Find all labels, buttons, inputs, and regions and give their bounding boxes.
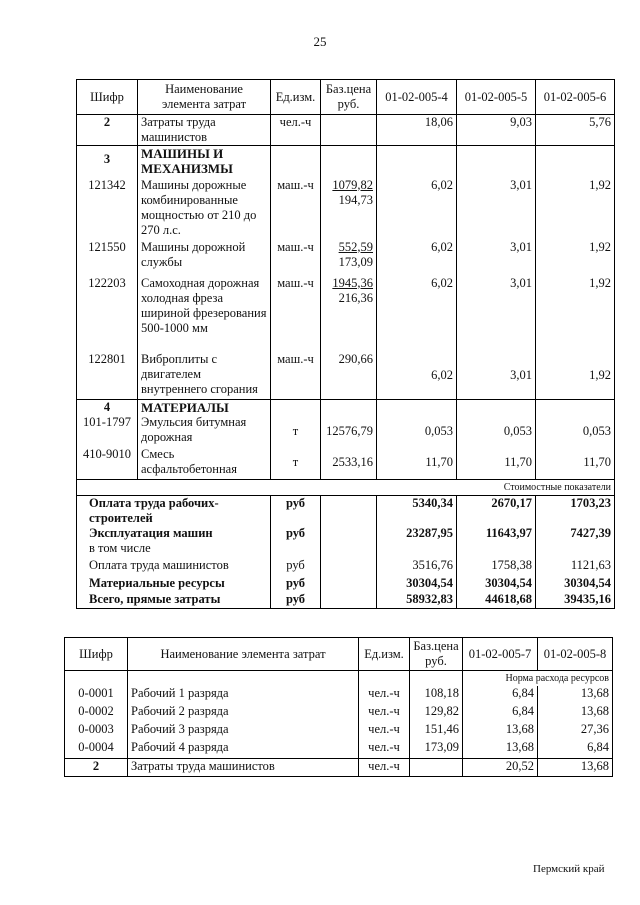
row-name: Машины дорожные комбинированные мощностью от 210 до 270 л.с. — [138, 178, 271, 240]
table-row — [77, 415, 615, 447]
header-col-3: 01-02-005-6 — [536, 80, 615, 115]
row-value-2: 11,70 — [457, 447, 536, 479]
row-unit: маш.-ч — [271, 352, 321, 400]
row-price: 151,46 — [410, 722, 463, 740]
cost-row — [77, 495, 615, 526]
cost-unit: руб — [271, 592, 321, 609]
row-value-2: 3,01 — [457, 276, 536, 352]
row-value-2: 3,01 — [457, 178, 536, 240]
row-value-1: 6,02 — [377, 240, 457, 276]
cost-value-3: 39435,16 — [536, 592, 615, 609]
row-name: Затраты труда машинистов — [128, 758, 359, 776]
row-value-1: 11,70 — [377, 447, 457, 479]
section-row-machines — [77, 146, 615, 178]
price-top: 1945,36 — [332, 275, 373, 290]
cost-value-2: 2670,17 — [457, 495, 536, 526]
row-value-1: 6,02 — [377, 178, 457, 240]
row-name: Машины дорожной службы — [138, 240, 271, 276]
section-row-materials — [77, 400, 615, 416]
row-value-3: 5,76 — [536, 115, 615, 146]
row-value-2: 13,68 — [538, 686, 613, 704]
cost-unit: руб — [271, 558, 321, 576]
header-col-1: 01-02-005-4 — [377, 80, 457, 115]
row-price — [321, 240, 377, 276]
table-header-row — [77, 80, 615, 115]
norm-caption-row — [65, 671, 613, 687]
row-code: 122203 — [77, 276, 138, 352]
section-code: 3 — [77, 146, 138, 178]
row-price: 2533,16 — [321, 447, 377, 479]
row-value-2: 6,84 — [538, 740, 613, 758]
cost-value-1: 23287,95 — [377, 526, 457, 558]
cost-name-cell — [77, 526, 271, 558]
price-top: 1079,82 — [332, 177, 373, 192]
region-footer: Пермский край — [533, 863, 605, 875]
row-value-2: 3,01 — [457, 352, 536, 400]
table-row — [77, 352, 615, 400]
table-row — [77, 447, 615, 479]
table-row — [77, 178, 615, 240]
row-value-3: 1,92 — [536, 276, 615, 352]
table-row — [65, 704, 613, 722]
cost-caption: Стоимостные показатели — [77, 479, 615, 495]
row-value-3: 11,70 — [536, 447, 615, 479]
cost-name: Оплата труда рабочих-строителей — [77, 495, 271, 526]
table-row — [65, 722, 613, 740]
row-price: 173,09 — [410, 740, 463, 758]
cost-subtitle: в том числе — [89, 540, 151, 555]
row-code: 121342 — [77, 178, 138, 240]
header-name: Наименование элемента затрат — [128, 638, 359, 671]
row-value-2: 27,36 — [538, 722, 613, 740]
header-name: Наименование элемента затрат — [138, 80, 271, 115]
row-value-3: 1,92 — [536, 352, 615, 400]
row-value-2: 0,053 — [457, 415, 536, 447]
row-value-2: 13,68 — [538, 758, 613, 776]
row-code: 2 — [65, 758, 128, 776]
row-name: Самоходная дорожная холодная фреза шириной фрезерования 500-1000 мм — [138, 276, 271, 352]
row-value-1: 6,02 — [377, 276, 457, 352]
row-unit: чел.-ч — [359, 722, 410, 740]
row-value-3: 1,92 — [536, 240, 615, 276]
cost-value-1: 30304,54 — [377, 576, 457, 592]
row-price — [410, 758, 463, 776]
row-code: 101-1797 — [77, 415, 138, 447]
row-unit: чел.-ч — [359, 740, 410, 758]
price-bottom: 173,09 — [338, 254, 373, 269]
cost-value-2: 44618,68 — [457, 592, 536, 609]
cost-name: Оплата труда машинистов — [77, 558, 271, 576]
cost-value-3: 1703,23 — [536, 495, 615, 526]
row-price: 12576,79 — [321, 415, 377, 447]
cost-row — [77, 558, 615, 576]
cost-value-1: 3516,76 — [377, 558, 457, 576]
resource-table-2 — [64, 637, 613, 777]
row-value-2: 9,03 — [457, 115, 536, 146]
cost-name: Эксплуатация машин — [89, 525, 213, 540]
cost-value-3: 30304,54 — [536, 576, 615, 592]
header-unit: Ед.изм. — [359, 638, 410, 671]
row-value-1: 0,053 — [377, 415, 457, 447]
cost-value-1: 5340,34 — [377, 495, 457, 526]
row-name: Виброплиты с двигателем внутреннего сгорания — [138, 352, 271, 400]
row-price — [321, 276, 377, 352]
row-price: 129,82 — [410, 704, 463, 722]
section-title: МАШИНЫ И МЕХАНИЗМЫ — [138, 146, 271, 178]
header-col-1: 01-02-005-7 — [463, 638, 538, 671]
row-value-1: 6,84 — [463, 704, 538, 722]
header-unit: Ед.изм. — [271, 80, 321, 115]
row-unit: маш.-ч — [271, 276, 321, 352]
row-name: Рабочий 1 разряда — [128, 686, 359, 704]
row-name: Затраты труда машинистов — [138, 115, 271, 146]
resource-table-1 — [76, 79, 615, 609]
row-unit: маш.-ч — [271, 178, 321, 240]
cost-unit: руб — [271, 526, 321, 558]
row-code: 410-9010 — [77, 447, 138, 479]
cost-name: Всего, прямые затраты — [77, 592, 271, 609]
header-col-2: 01-02-005-8 — [538, 638, 613, 671]
row-code: 122801 — [77, 352, 138, 400]
cost-name: Материальные ресурсы — [77, 576, 271, 592]
norm-caption: Норма расхода ресурсов — [463, 671, 613, 687]
row-price: 108,18 — [410, 686, 463, 704]
row-name: Рабочий 3 разряда — [128, 722, 359, 740]
page-number: 25 — [313, 34, 327, 49]
cost-value-1: 58932,83 — [377, 592, 457, 609]
header-col-2: 01-02-005-5 — [457, 80, 536, 115]
row-unit: маш.-ч — [271, 240, 321, 276]
row-price — [321, 178, 377, 240]
cost-row — [77, 526, 615, 558]
cost-caption-row — [77, 479, 615, 495]
table-row — [65, 686, 613, 704]
cost-value-2: 1758,38 — [457, 558, 536, 576]
row-name: Рабочий 4 разряда — [128, 740, 359, 758]
price-bottom: 216,36 — [338, 290, 373, 305]
row-code: 0-0003 — [65, 722, 128, 740]
row-code: 0-0001 — [65, 686, 128, 704]
cost-row — [77, 576, 615, 592]
row-name: Смесь асфальтобетонная — [138, 447, 271, 479]
row-value-3: 0,053 — [536, 415, 615, 447]
cost-unit: руб — [271, 576, 321, 592]
header-code: Шифр — [65, 638, 128, 671]
cost-unit: руб — [271, 495, 321, 526]
row-value-3: 1,92 — [536, 178, 615, 240]
row-value-2: 3,01 — [457, 240, 536, 276]
row-unit: чел.-ч — [359, 758, 410, 776]
row-unit: чел.-ч — [359, 704, 410, 722]
header-price: Баз.цена руб. — [321, 80, 377, 115]
row-unit: чел.-ч — [271, 115, 321, 146]
row-unit: чел.-ч — [359, 686, 410, 704]
cost-value-3: 1121,63 — [536, 558, 615, 576]
table-header-row — [65, 638, 613, 671]
row-code: 0-0002 — [65, 704, 128, 722]
row-price: 290,66 — [321, 352, 377, 400]
cost-value-2: 11643,97 — [457, 526, 536, 558]
table-row — [77, 115, 615, 146]
row-code: 121550 — [77, 240, 138, 276]
row-value-2: 13,68 — [538, 704, 613, 722]
cost-value-2: 30304,54 — [457, 576, 536, 592]
row-name: Рабочий 2 разряда — [128, 704, 359, 722]
table-row — [65, 740, 613, 758]
row-code: 0-0004 — [65, 740, 128, 758]
cost-value-3: 7427,39 — [536, 526, 615, 558]
header-code: Шифр — [77, 80, 138, 115]
table-row — [77, 240, 615, 276]
row-value-1: 13,68 — [463, 722, 538, 740]
row-unit: т — [271, 415, 321, 447]
row-unit: т — [271, 447, 321, 479]
table-row — [65, 758, 613, 776]
row-price — [321, 115, 377, 146]
section-title: МАТЕРИАЛЫ — [138, 400, 271, 416]
row-value-1: 18,06 — [377, 115, 457, 146]
table-row — [77, 276, 615, 352]
row-value-1: 6,02 — [377, 352, 457, 400]
section-code: 4 — [77, 400, 138, 416]
row-code: 2 — [77, 115, 138, 146]
price-bottom: 194,73 — [338, 192, 373, 207]
price-top: 552,59 — [338, 239, 373, 254]
row-value-1: 13,68 — [463, 740, 538, 758]
row-name: Эмульсия битумная дорожная — [138, 415, 271, 447]
header-price: Баз.цена руб. — [410, 638, 463, 671]
row-value-1: 20,52 — [463, 758, 538, 776]
row-value-1: 6,84 — [463, 686, 538, 704]
cost-row — [77, 592, 615, 609]
